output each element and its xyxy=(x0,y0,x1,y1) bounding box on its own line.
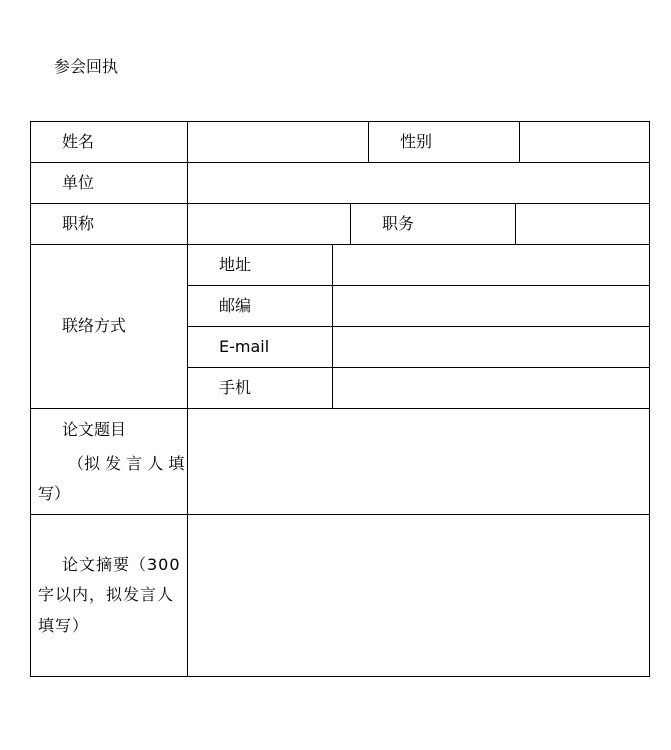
border-right xyxy=(649,121,650,677)
address-field[interactable] xyxy=(333,245,649,285)
gender-label: 性别 xyxy=(400,132,433,151)
address-label: 地址 xyxy=(219,255,252,274)
position-field[interactable] xyxy=(516,204,649,244)
border-bottom xyxy=(30,676,650,677)
col-divider xyxy=(368,121,369,163)
name-field[interactable] xyxy=(188,122,368,162)
contact-label: 联络方式 xyxy=(62,316,127,335)
paper-abstract-label-line1: 论文摘要（300 xyxy=(62,555,181,574)
paper-abstract-label-line2: 字以内，拟发言人 xyxy=(38,585,175,604)
email-label: E-mail xyxy=(219,337,270,356)
registration-form xyxy=(30,121,650,677)
paper-title-field[interactable] xyxy=(188,409,649,514)
col-divider xyxy=(350,203,351,245)
postcode-label: 邮编 xyxy=(219,296,252,315)
email-field[interactable] xyxy=(333,327,649,367)
border-left xyxy=(30,121,31,677)
paper-abstract-field[interactable] xyxy=(188,515,649,676)
paper-title-label-line3: 写） xyxy=(38,484,71,503)
gender-field[interactable] xyxy=(520,122,649,162)
position-label: 职务 xyxy=(382,214,415,233)
professional-title-field[interactable] xyxy=(188,204,350,244)
paper-title-label-line1: 论文题目 xyxy=(62,420,127,439)
paper-title-label-line2: （拟 发 言 人 填 xyxy=(68,454,185,473)
page-title: 参会回执 xyxy=(54,57,119,76)
unit-field[interactable] xyxy=(188,163,649,203)
unit-label: 单位 xyxy=(62,173,95,192)
postcode-field[interactable] xyxy=(333,286,649,326)
mobile-label: 手机 xyxy=(219,378,252,397)
mobile-field[interactable] xyxy=(333,368,649,408)
professional-title-label: 职称 xyxy=(62,214,95,233)
name-label: 姓名 xyxy=(62,132,95,151)
paper-abstract-label-line3: 填写） xyxy=(38,616,90,635)
